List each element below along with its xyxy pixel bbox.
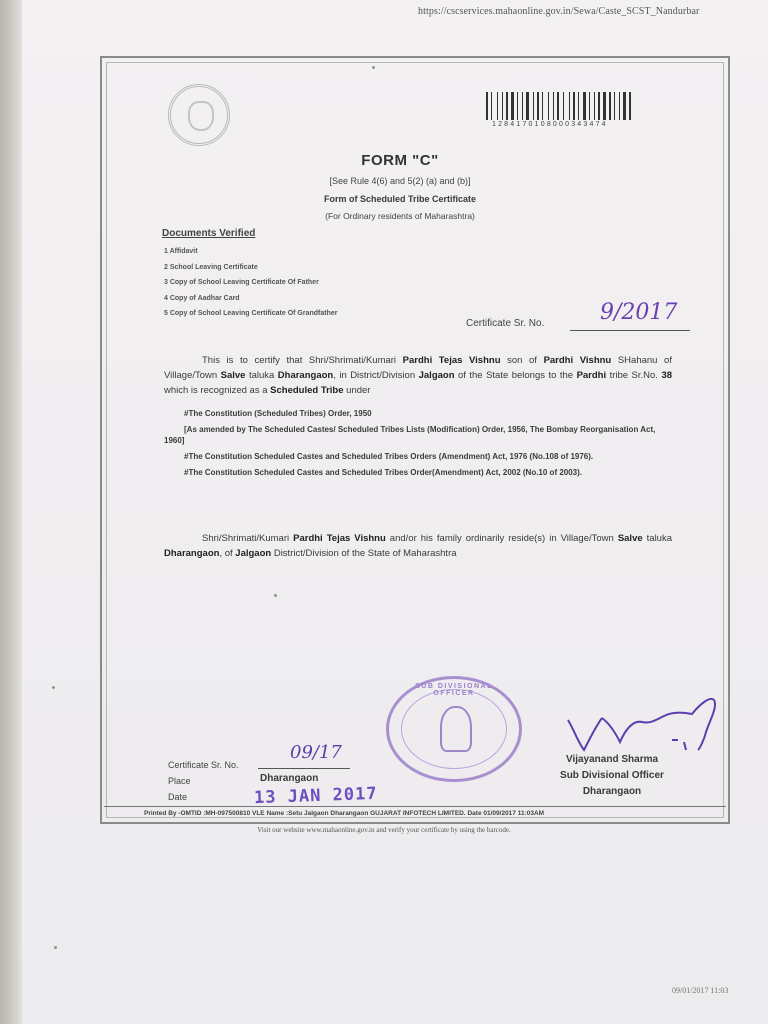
taluka: Dharangaon [277,370,334,381]
para2-text: , of [219,548,236,559]
para2-text: taluka [642,533,672,544]
footer-sr-line [258,768,350,769]
para1-text: , in District/Division [333,370,419,381]
barcode-number: 1284170108000343474 [492,121,608,128]
para2-text: Shri/Shrimati/Kumari [202,533,294,544]
officer-name: Vijayanand Sharma [565,754,659,765]
form-rule: [See Rule 4(6) and 5(2) (a) and (b)] [329,176,471,186]
barcode-bar [522,92,523,120]
printed-by: Printed By -OMTID :MH-097500810 VLE Name :Setu Jalgaon Dharangaon GUJARAT INFOTECH LIMITED. Date 01/09/2017 11:03AM [104,806,726,822]
stamp-text: SUB DIVISIONAL OFFICER [415,683,493,697]
barcode-bar [511,92,514,120]
barcode-bar [589,92,590,120]
barcode-bar [614,92,615,120]
person-name: Pardhi Tejas Vishnu [293,533,386,544]
scan-speck [52,686,55,689]
barcode-bar [563,92,564,120]
barcode-bar [502,92,503,120]
barcode-bar [594,92,595,120]
document-item: 2 School Leaving Certificate [164,263,258,271]
orders-list [164,408,672,483]
place-label: Place [168,776,191,786]
person-name: Pardhi Tejas Vishnu [402,355,501,366]
certification-paragraph [164,353,672,398]
barcode-bar [542,92,543,120]
para1-text: tribe Sr.No. [606,370,662,381]
scan-speck [274,594,277,597]
barcode-bar [557,92,559,120]
officer-block [540,752,684,800]
document-item: 3 Copy of School Leaving Certificate Of Father [164,279,319,286]
documents-heading: Documents Verified [162,228,256,239]
print-timestamp: 09/01/2017 11:03 [672,986,729,995]
para1-text: SHahanu of Village/Town [164,355,672,381]
residence-paragraph [164,531,672,561]
officer-location: Dharangaon [582,786,642,797]
barcode-bar [569,92,570,120]
barcode-bar [486,92,488,120]
barcode-bar [573,92,575,120]
order-item: #The Constitution (Scheduled Tribes) Order, 1950 [184,409,372,418]
barcode-bar [548,92,549,120]
father-name: Pardhi Vishnu [543,355,612,366]
document-item: 5 Copy of School Leaving Certificate Of Grandfather [164,310,338,317]
scan-speck [372,66,375,69]
taluka: Dharangaon [164,548,220,559]
barcode-bar [603,92,606,120]
district: Jalgaon [418,370,455,381]
certificate-sr-label: Certificate Sr. No. [466,318,545,329]
barcode-bar [629,92,631,120]
barcode-bar [517,92,518,120]
sr-underline [570,330,690,331]
document-item: 4 Copy of Aadhar Card [164,294,240,302]
form-title: FORM "C" [361,152,439,169]
barcode-bar [578,92,579,120]
village: Salve [220,370,246,381]
barcode-bar [526,92,529,120]
barcode-bar [609,92,611,120]
order-item: #The Constitution Scheduled Castes and Scheduled Tribes Order(Amendment) Act, 2002 (No.10 of 2003). [184,468,583,477]
barcode-bar [553,92,554,120]
certificate-type: Form of Scheduled Tribe Certificate [323,194,477,204]
scan-speck [54,946,57,949]
para1-text: taluka [245,370,278,381]
para1-text: of the State belongs to the [454,370,577,381]
documents-list [164,246,337,324]
barcode-bar [506,92,508,120]
date-stamp: 13 JAN 2017 [253,783,378,809]
para1-text: This is to certify that Shri/Shrimati/Kumari [202,355,403,366]
tribe: Pardhi [576,370,607,381]
signature [560,690,730,760]
barcode-bar [537,92,539,120]
barcode-bar [533,92,534,120]
para2-text: and/or his family ordinarily reside(s) in Village/Town [385,533,618,544]
date-label: Date [168,792,188,802]
barcode-bar [491,92,492,120]
national-emblem-icon [440,706,472,752]
scan-edge [0,0,22,1024]
footer-sr-handwritten: 09/17 [290,742,342,763]
barcode-bar [583,92,586,120]
document-item: 1 Affidavit [164,248,198,255]
officer-designation: Sub Divisional Officer [560,770,664,781]
para2-text: District/Division of the State of Maharashtra [271,548,457,559]
category: Scheduled Tribe [270,385,344,396]
para1-text: under [343,385,371,396]
government-seal-icon [168,84,230,146]
village: Salve [617,533,643,544]
order-item: #The Constitution Scheduled Castes and Scheduled Tribes Orders (Amendment) Act, 1976 (No.108 of 1976). [184,452,594,461]
order-item: [As amended by The Scheduled Castes/ Scheduled Tribes Lists (Modification) Order, 1956, The Bombay Reorganisation Act, 1960] [164,425,656,445]
para1-text: which is recognized as a [164,385,271,396]
header-url: https://cscservices.mahaonline.gov.in/Sewa/Caste_SCST_Nandurbar [418,6,700,17]
verify-note: Visit our website www.mahaonline.gov.in and verify your certificate by using the barcode. [257,826,511,834]
district: Jalgaon [235,548,272,559]
barcode-bar [497,92,498,120]
barcode-bar [623,92,626,120]
barcode-bar [619,92,620,120]
barcode-bar [598,92,600,120]
residents-note: (For Ordinary residents of Maharashtra) [325,211,475,221]
barcode [486,92,670,120]
tribe-sr-no: 38 [661,370,673,381]
para1-text: son of [500,355,544,366]
certificate-sr-handwritten: 9/2017 [600,300,678,325]
footer-sr-label: Certificate Sr. No. [168,760,239,770]
place-value: Dharangaon [260,773,319,784]
